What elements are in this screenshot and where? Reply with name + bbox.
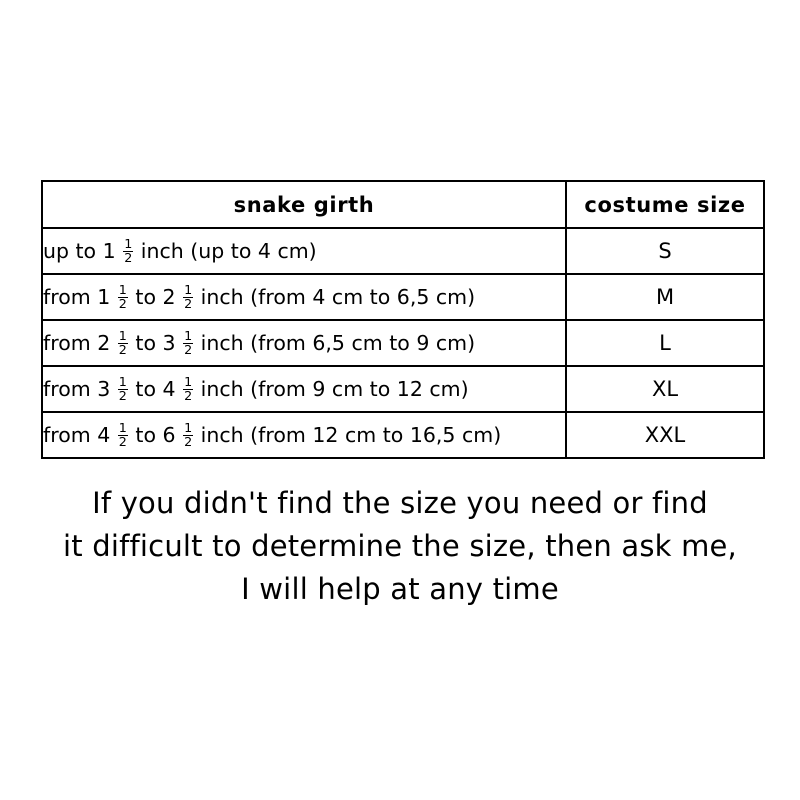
column-header-snake-girth: snake girth <box>42 181 566 228</box>
fraction-one-half: $\frac{1}{2}$ <box>184 373 193 403</box>
fraction-one-half: $\frac{1}{2}$ <box>184 419 193 449</box>
cell-snake-girth: up to 1 $\frac{1}{2}$ inch (up to 4 cm) <box>42 228 566 274</box>
table-header <box>42 181 764 228</box>
fraction-one-half: $\frac{1}{2}$ <box>184 281 193 311</box>
fraction-one-half: $\frac{1}{2}$ <box>124 235 133 265</box>
cell-snake-girth: from 4 $\frac{1}{2}$ to 6 $\frac{1}{2}$ inch (from 12 cm to 16,5 cm) <box>42 412 566 458</box>
column-header-costume-size: costume size <box>566 181 764 228</box>
help-note-line: If you didn't find the size you need or find <box>92 486 708 520</box>
fraction-one-half: $\frac{1}{2}$ <box>184 327 193 357</box>
cell-snake-girth: from 1 $\frac{1}{2}$ to 2 $\frac{1}{2}$ inch (from 4 cm to 6,5 cm) <box>42 274 566 320</box>
help-note <box>0 482 800 611</box>
table-row <box>42 228 764 274</box>
fraction-one-half: $\frac{1}{2}$ <box>118 281 127 311</box>
table-body <box>42 228 764 458</box>
cell-costume-size: XL <box>566 366 764 412</box>
cell-snake-girth: from 3 $\frac{1}{2}$ to 4 $\frac{1}{2}$ inch (from 9 cm to 12 cm) <box>42 366 566 412</box>
cell-costume-size: S <box>566 228 764 274</box>
table-row <box>42 320 764 366</box>
fraction-one-half: $\frac{1}{2}$ <box>118 419 127 449</box>
fraction-one-half: $\frac{1}{2}$ <box>118 373 127 403</box>
cell-costume-size: M <box>566 274 764 320</box>
cell-snake-girth: from 2 $\frac{1}{2}$ to 3 $\frac{1}{2}$ inch (from 6,5 cm to 9 cm) <box>42 320 566 366</box>
cell-costume-size: L <box>566 320 764 366</box>
size-chart-table <box>41 180 765 459</box>
cell-costume-size: XXL <box>566 412 764 458</box>
table-header-row <box>42 181 764 228</box>
help-note-line: I will help at any time <box>241 572 559 606</box>
table-row <box>42 366 764 412</box>
fraction-one-half: $\frac{1}{2}$ <box>118 327 127 357</box>
table-row <box>42 274 764 320</box>
help-note-line: it difficult to determine the size, then ask me, <box>63 529 737 563</box>
table-row <box>42 412 764 458</box>
